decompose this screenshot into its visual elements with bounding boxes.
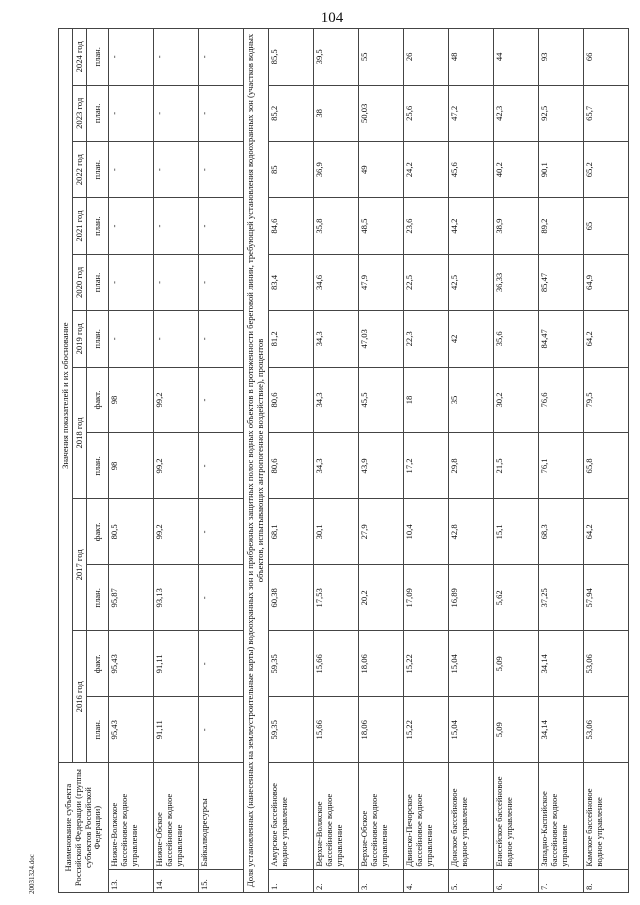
row-value-cell: - <box>199 142 244 198</box>
row-value-cell: 17,2 <box>403 433 448 499</box>
row-value-cell: 55 <box>358 29 403 86</box>
row-index: 3. <box>358 869 403 892</box>
row-value-cell: 98 <box>109 367 154 433</box>
table-row <box>199 29 244 893</box>
row-index: 5. <box>448 869 493 892</box>
row-value-cell: 80,5 <box>109 499 154 565</box>
row-index: 4. <box>403 869 448 892</box>
row-value-cell: 79,5 <box>583 367 628 433</box>
row-value-cell: 95,43 <box>109 631 154 697</box>
header-year: 2022 год <box>73 142 87 198</box>
row-value-cell: 34,3 <box>313 433 358 499</box>
row-index: 1. <box>268 869 313 892</box>
row-value-cell: 15,22 <box>403 697 448 763</box>
table-row <box>403 29 448 893</box>
row-value-cell: - <box>199 198 244 254</box>
row-value-cell: 59,35 <box>268 631 313 697</box>
row-index: 14. <box>154 869 199 892</box>
section-row <box>244 29 269 893</box>
row-subject-name: Камское бассейновое водное управление <box>583 763 628 869</box>
row-value-cell: 25,6 <box>403 85 448 141</box>
row-value-cell: 53,06 <box>583 631 628 697</box>
row-subject-name: Верхне-Волжское бассейновое водное управление <box>313 763 358 869</box>
row-value-cell: 20,2 <box>358 565 403 631</box>
row-value-cell: 64,2 <box>583 499 628 565</box>
row-subject-name: Западно-Каспийское бассейновое водное управление <box>538 763 583 869</box>
row-value-cell: - <box>199 254 244 310</box>
row-value-cell: 34,3 <box>313 367 358 433</box>
header-plan: план. <box>87 85 109 141</box>
header-year: 2021 год <box>73 198 87 254</box>
row-value-cell: 49 <box>358 142 403 198</box>
row-value-cell: 34,14 <box>538 631 583 697</box>
header-plan: план. <box>87 433 109 499</box>
row-value-cell: 48 <box>448 29 493 86</box>
rotated-table-container <box>58 28 613 893</box>
header-plan: план. <box>87 697 109 763</box>
header-fact: факт. <box>87 499 109 565</box>
table-header <box>59 29 109 893</box>
row-value-cell: 99,2 <box>154 499 199 565</box>
row-subject-name: Амурское бассейновое водное управление <box>268 763 313 869</box>
row-value-cell: 15,66 <box>313 631 358 697</box>
row-value-cell: 38,9 <box>493 198 538 254</box>
header-plan: план. <box>87 254 109 310</box>
row-value-cell: 34,6 <box>313 254 358 310</box>
row-value-cell: 21,5 <box>493 433 538 499</box>
row-value-cell: 40,2 <box>493 142 538 198</box>
row-value-cell: 35,6 <box>493 311 538 367</box>
row-value-cell: 95,87 <box>109 565 154 631</box>
row-value-cell: 66 <box>583 29 628 86</box>
row-value-cell: 45,6 <box>448 142 493 198</box>
row-value-cell: 95,43 <box>109 697 154 763</box>
row-index: 6. <box>493 869 538 892</box>
row-value-cell: 48,5 <box>358 198 403 254</box>
row-value-cell: - <box>199 29 244 86</box>
row-value-cell: - <box>109 29 154 86</box>
table-body <box>109 29 629 893</box>
row-value-cell: - <box>109 198 154 254</box>
row-value-cell: - <box>199 499 244 565</box>
header-year: 2017 год <box>73 499 87 631</box>
footer-filename: 20031324.doc <box>28 854 36 894</box>
row-value-cell: 30,1 <box>313 499 358 565</box>
row-value-cell: 53,06 <box>583 697 628 763</box>
row-value-cell: 83,4 <box>268 254 313 310</box>
row-subject-name: Нижне-Обское бассейновое водное управление <box>154 763 199 869</box>
table-row <box>109 29 154 893</box>
row-value-cell: 27,9 <box>358 499 403 565</box>
row-value-cell: 36,9 <box>313 142 358 198</box>
row-subject-name: Енисейское бассейновое водное управление <box>493 763 538 869</box>
row-value-cell: 85,5 <box>268 29 313 86</box>
row-value-cell: 98 <box>109 433 154 499</box>
row-value-cell: - <box>154 29 199 86</box>
row-value-cell: 39,5 <box>313 29 358 86</box>
row-value-cell: 93 <box>538 29 583 86</box>
row-value-cell: 37,25 <box>538 565 583 631</box>
page-number: 104 <box>320 10 344 26</box>
row-value-cell: 16,89 <box>448 565 493 631</box>
row-value-cell: 15,04 <box>448 697 493 763</box>
header-year: 2024 год <box>73 29 87 86</box>
row-value-cell: 23,6 <box>403 198 448 254</box>
row-value-cell: 93,13 <box>154 565 199 631</box>
row-value-cell: 50,03 <box>358 85 403 141</box>
row-value-cell: - <box>199 433 244 499</box>
row-value-cell: 5,09 <box>493 697 538 763</box>
section-title: Доля установленных (нанесенных на землеустроительные карты) водоохранных зон и прибрежных защитных полос водных объектов в протяженности береговой линии, требующей установления водоохранных зон (участков водных объектов, испытывающих антропогенное воздействие), процентов <box>244 29 269 893</box>
row-value-cell: 24,2 <box>403 142 448 198</box>
row-value-cell: 84,6 <box>268 198 313 254</box>
row-index: 2. <box>313 869 358 892</box>
row-value-cell: 85 <box>268 142 313 198</box>
row-value-cell: - <box>199 367 244 433</box>
row-value-cell: 17,53 <box>313 565 358 631</box>
row-value-cell: 85,2 <box>268 85 313 141</box>
row-value-cell: 92,5 <box>538 85 583 141</box>
row-value-cell: 15,66 <box>313 697 358 763</box>
table-row <box>154 29 199 893</box>
row-value-cell: 42 <box>448 311 493 367</box>
row-value-cell: 76,6 <box>538 367 583 433</box>
row-value-cell: 17,09 <box>403 565 448 631</box>
header-year: 2018 год <box>73 367 87 499</box>
row-value-cell: 42,3 <box>493 85 538 141</box>
header-plan: план. <box>87 142 109 198</box>
row-value-cell: 44,2 <box>448 198 493 254</box>
row-value-cell: 99,2 <box>154 433 199 499</box>
row-value-cell: 18 <box>403 367 448 433</box>
row-value-cell: 47,9 <box>358 254 403 310</box>
header-fact: факт. <box>87 631 109 697</box>
row-value-cell: 34,14 <box>538 697 583 763</box>
row-value-cell: 91,11 <box>154 631 199 697</box>
row-value-cell: 80,6 <box>268 433 313 499</box>
row-value-cell: 59,35 <box>268 697 313 763</box>
row-value-cell: 42,5 <box>448 254 493 310</box>
row-value-cell: 5,62 <box>493 565 538 631</box>
row-value-cell: - <box>199 85 244 141</box>
header-year: 2023 год <box>73 85 87 141</box>
row-value-cell: 35,8 <box>313 198 358 254</box>
row-value-cell: 34,3 <box>313 311 358 367</box>
row-value-cell: 15,1 <box>493 499 538 565</box>
row-value-cell: 84,47 <box>538 311 583 367</box>
row-value-cell: 65 <box>583 198 628 254</box>
row-value-cell: 18,06 <box>358 697 403 763</box>
row-value-cell: 89,2 <box>538 198 583 254</box>
header-plan: план. <box>87 311 109 367</box>
table-row <box>538 29 583 893</box>
row-subject-name: Нижне-Волжское бассейновое водное управление <box>109 763 154 869</box>
row-value-cell: 65,2 <box>583 142 628 198</box>
row-value-cell: 47,03 <box>358 311 403 367</box>
row-index: 15. <box>199 869 244 892</box>
row-value-cell: - <box>154 198 199 254</box>
row-value-cell: 15,22 <box>403 631 448 697</box>
row-value-cell: - <box>109 254 154 310</box>
row-value-cell: 22,3 <box>403 311 448 367</box>
row-value-cell: - <box>109 311 154 367</box>
header-group-title: Значения показателей и их обоснование <box>59 29 73 763</box>
header-plan: план. <box>87 198 109 254</box>
row-value-cell: 5,09 <box>493 631 538 697</box>
row-subject-name: Двинско-Печорское бассейновое водное управление <box>403 763 448 869</box>
header-year: 2019 год <box>73 311 87 367</box>
header-subject-name: Наименование субъекта Российской Федерации (группы субъектов Российской Федерации) <box>59 763 109 893</box>
header-plan: план. <box>87 29 109 86</box>
row-value-cell: - <box>154 85 199 141</box>
row-value-cell: 81,2 <box>268 311 313 367</box>
row-value-cell: - <box>199 565 244 631</box>
row-value-cell: 29,8 <box>448 433 493 499</box>
row-value-cell: - <box>109 142 154 198</box>
row-value-cell: 44 <box>493 29 538 86</box>
row-value-cell: - <box>109 85 154 141</box>
row-value-cell: 65,8 <box>583 433 628 499</box>
row-subject-name: Донское бассейновое водное управление <box>448 763 493 869</box>
row-value-cell: 38 <box>313 85 358 141</box>
row-value-cell: 90,1 <box>538 142 583 198</box>
table-row <box>268 29 313 893</box>
row-value-cell: - <box>199 697 244 763</box>
indicators-table <box>58 28 629 893</box>
table-row <box>583 29 628 893</box>
header-year: 2020 год <box>73 254 87 310</box>
table-row <box>358 29 403 893</box>
row-value-cell: 26 <box>403 29 448 86</box>
table-row <box>313 29 358 893</box>
row-value-cell: 18,06 <box>358 631 403 697</box>
row-value-cell: - <box>154 254 199 310</box>
row-value-cell: 99,2 <box>154 367 199 433</box>
row-value-cell: 30,2 <box>493 367 538 433</box>
row-value-cell: 68,3 <box>538 499 583 565</box>
row-index: 7. <box>538 869 583 892</box>
row-value-cell: - <box>199 631 244 697</box>
header-year: 2016 год <box>73 631 87 763</box>
row-value-cell: 43,9 <box>358 433 403 499</box>
row-value-cell: 80,6 <box>268 367 313 433</box>
table-row <box>448 29 493 893</box>
row-subject-name: Байкалводресурсы <box>199 763 244 869</box>
row-value-cell: 76,1 <box>538 433 583 499</box>
row-value-cell: 22,5 <box>403 254 448 310</box>
row-value-cell: 35 <box>448 367 493 433</box>
row-index: 13. <box>109 869 154 892</box>
header-plan: план. <box>87 565 109 631</box>
row-value-cell: 57,94 <box>583 565 628 631</box>
header-fact: факт. <box>87 367 109 433</box>
row-value-cell: 15,04 <box>448 631 493 697</box>
row-value-cell: 60,38 <box>268 565 313 631</box>
row-value-cell: - <box>199 311 244 367</box>
row-value-cell: 64,9 <box>583 254 628 310</box>
row-value-cell: 85,47 <box>538 254 583 310</box>
row-value-cell: - <box>154 311 199 367</box>
table-row <box>493 29 538 893</box>
row-value-cell: 42,8 <box>448 499 493 565</box>
row-value-cell: 65,7 <box>583 85 628 141</box>
row-subject-name: Верхне-Обское бассейновое водное управление <box>358 763 403 869</box>
row-value-cell: - <box>154 142 199 198</box>
row-value-cell: 45,5 <box>358 367 403 433</box>
row-value-cell: 10,4 <box>403 499 448 565</box>
row-index: 8. <box>583 869 628 892</box>
row-value-cell: 68,1 <box>268 499 313 565</box>
row-value-cell: 47,2 <box>448 85 493 141</box>
row-value-cell: 91,11 <box>154 697 199 763</box>
row-value-cell: 64,2 <box>583 311 628 367</box>
row-value-cell: 36,33 <box>493 254 538 310</box>
